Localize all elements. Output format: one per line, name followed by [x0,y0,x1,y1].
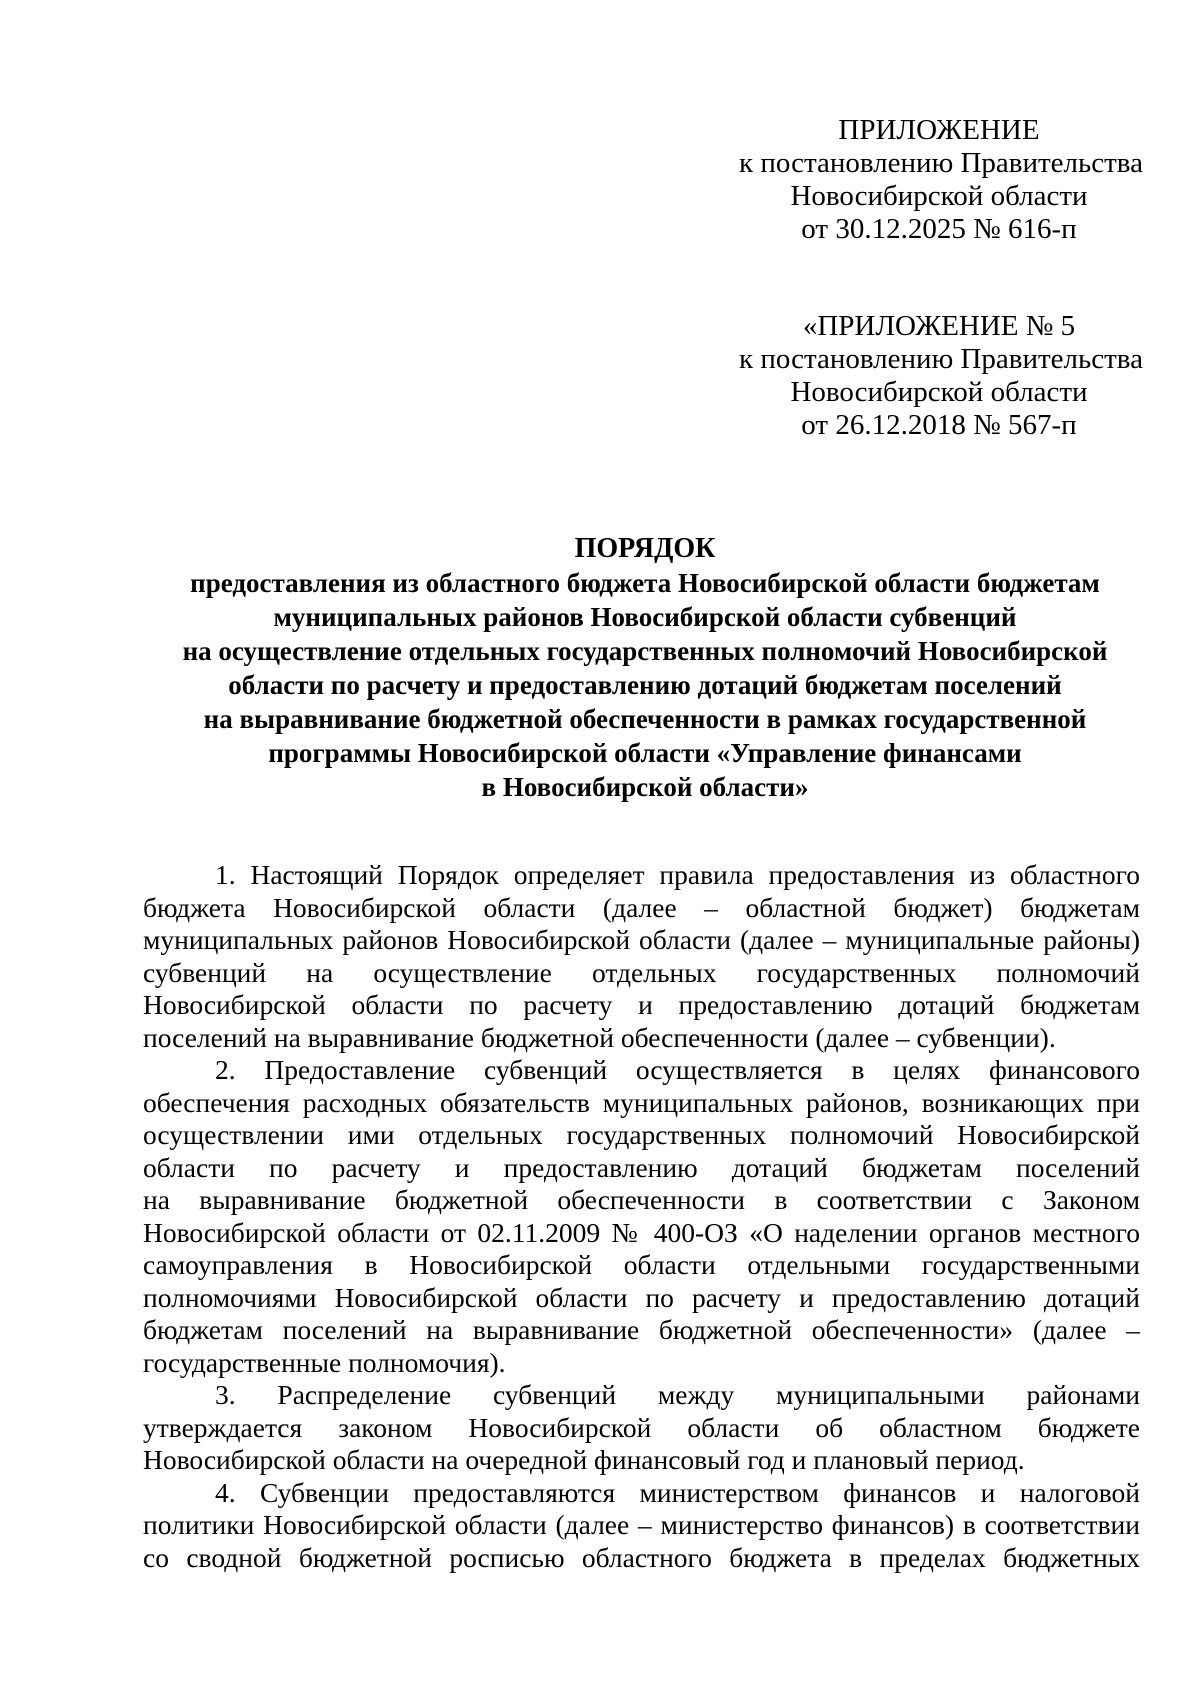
text-line: полномочиями Новосибирской области по расчету и предоставлению дотаций [143,1281,1140,1313]
appendix-title: ПРИЛОЖЕНИЕ [838,114,1040,146]
text-line: 2. Предоставление субвенций осуществляется в целях финансового [215,1054,1140,1085]
title-line: на выравнивание бюджетной обеспеченности в рамках государственной [203,704,1087,734]
text-line: субвенций на осуществление отдельных государственных полномочий [143,956,1140,988]
text-line: Новосибирской области от 02.11.2009 № 400-ОЗ «О наделении органов местного [143,1216,1140,1248]
title-line: на осуществление отдельных государственных полномочий Новосибирской [182,636,1108,666]
paragraph-2 [143,1054,1140,1379]
appendix-line: к постановлению Правительства [739,343,1143,375]
appendix-date-number: от 30.12.2025 № 616-п [801,213,1077,245]
title-line: предоставления из областного бюджета Новосибирской области бюджетам [190,568,1100,598]
title-line: программы Новосибирской области «Управление финансами [268,738,1022,768]
text-line: поселений на выравнивание бюджетной обеспеченности (далее – субвенции). [143,1021,1056,1053]
title-heading: ПОРЯДОК [574,533,716,564]
paragraph-4 [143,1477,1140,1575]
text-line: 3. Распределение субвенций между муниципальными районами [215,1379,1140,1410]
text-line: муниципальных районов Новосибирской области (далее – муниципальные районы) [143,924,1140,955]
text-line: бюджета Новосибирской области (далее – областной бюджет) бюджетам [143,891,1140,923]
text-line: самоуправления в Новосибирской области отдельными государственными [143,1249,1140,1280]
text-line: 1. Настоящий Порядок определяет правила предоставления из областного [215,859,1140,890]
text-line: политики Новосибирской области (далее – министерство финансов) в соответствии [143,1509,1140,1540]
text-line: со сводной бюджетной росписью областного бюджета в пределах бюджетных [143,1541,1140,1573]
text-line: утверждается законом Новосибирской области об областном бюджете [143,1411,1140,1443]
text-line: бюджетам поселений на выравнивание бюджетной обеспеченности» (далее – [143,1314,1140,1345]
document-title [150,532,1140,804]
appendix-date-number: от 26.12.2018 № 567-п [801,409,1077,441]
title-line: в Новосибирской области» [481,772,809,802]
appendix-title: «ПРИЛОЖЕНИЕ № 5 [802,310,1076,342]
appendix-header [739,114,1143,246]
text-line: Новосибирской области по расчету и предоставлению дотаций бюджетам [143,989,1140,1020]
appendix-line: Новосибирской области [790,180,1088,212]
text-line: области по расчету и предоставлению дотаций бюджетам поселений [143,1151,1140,1183]
paragraph-1 [143,859,1140,1054]
paragraph-3 [143,1379,1140,1477]
appendix-line: к постановлению Правительства [739,147,1143,179]
title-line: муниципальных районов Новосибирской области субвенций [273,602,1017,632]
text-line: 4. Субвенции предоставляются министерством финансов и налоговой [215,1476,1140,1508]
text-line: Новосибирской области на очередной финансовый год и плановый период. [143,1444,1025,1475]
appendix-line: Новосибирской области [790,376,1088,408]
text-line: обеспечения расходных обязательств муниципальных районов, возникающих при [143,1086,1140,1118]
text-line: на выравнивание бюджетной обеспеченности в соответствии с Законом [143,1184,1140,1215]
title-line: области по расчету и предоставлению дотаций бюджетам поселений [228,670,1062,700]
original-appendix-header [739,310,1143,442]
text-line: осуществлении ими отдельных государственных полномочий Новосибирской [143,1119,1140,1150]
text-line: государственные полномочия). [143,1346,506,1378]
document-body [143,859,1140,1574]
